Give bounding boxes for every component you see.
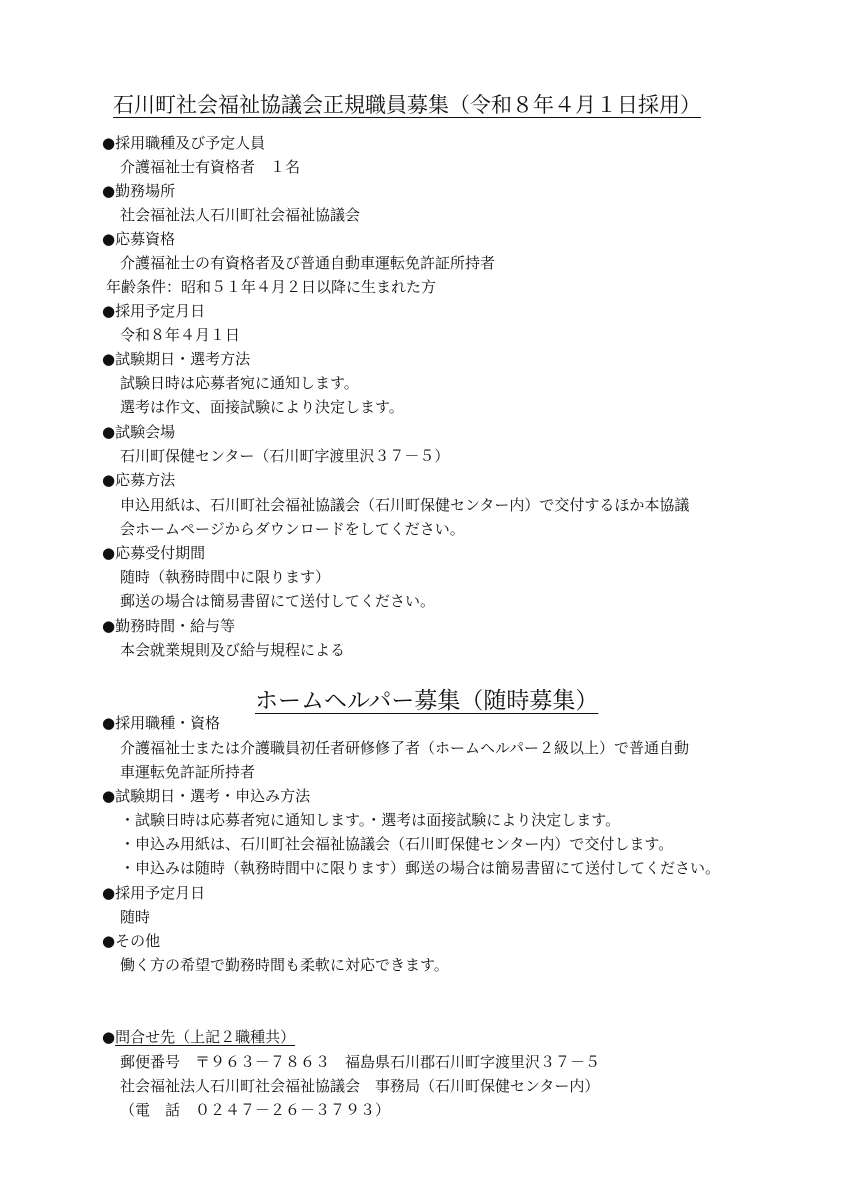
s2-heading-start-date: ●採用予定月日 <box>102 884 206 902</box>
s2-text-other: 働く方の希望で勤務時間も柔軟に対応できます。 <box>120 956 449 974</box>
s1-text-start-date: 令和８年４月１日 <box>120 326 241 344</box>
s2-heading-qualification: ●採用職種・資格 <box>102 714 221 732</box>
s2-text-exam-apply-3: ・申込みは随時（執務時間中に限ります）郵送の場合は簡易書留にて送付してください。 <box>120 859 721 877</box>
contact-phone: （電 話 ０２４７－２６－３７９３） <box>120 1101 391 1119</box>
s1-heading-position: ●採用職種及び予定人員 <box>102 134 266 152</box>
s1-text-apply-period-1: 随時（執務時間中に限ります） <box>120 568 331 586</box>
s1-heading-start-date: ●採用予定月日 <box>102 302 206 320</box>
contact-heading <box>102 1028 295 1046</box>
s1-text-workplace: 社会福祉法人石川町社会福祉協議会 <box>120 206 361 224</box>
s2-text-qualification-2: 車運転免許証所持者 <box>120 763 256 781</box>
s1-heading-exam-venue: ●試験会場 <box>102 423 176 441</box>
s1-text-exam-method-1: 試験日時は応募者宛に通知します。 <box>120 374 359 392</box>
s2-text-exam-apply-2: ・申込み用紙は、石川町社会福祉協議会（石川町保健センター内）で交付します。 <box>120 835 674 853</box>
s1-text-position: 介護福祉士有資格者 １名 <box>120 158 301 176</box>
s2-heading-exam-apply: ●試験期日・選考・申込み方法 <box>102 787 311 805</box>
s1-heading-workplace: ●勤務場所 <box>102 182 176 200</box>
contact-bullet: ● <box>102 1028 116 1046</box>
section2-title: ホームヘルパー募集（随時募集） <box>255 688 599 714</box>
s1-text-apply-method-2: 会ホームページからダウンロードをしてください。 <box>120 520 465 538</box>
s1-text-exam-method-2: 選考は作文、面接試験により決定します。 <box>120 398 404 416</box>
s2-heading-other: ●その他 <box>102 932 161 950</box>
s2-text-start-date: 随時 <box>120 908 151 926</box>
s1-text-apply-method-1: 申込用紙は、石川町社会福祉協議会（石川町保健センター内）で交付するほか本協議 <box>120 496 690 514</box>
section1-title: 石川町社会福祉協議会正規職員募集（令和８年４月１日採用） <box>113 93 701 117</box>
s1-text-exam-venue: 石川町保健センター（石川町字渡里沢３７－５） <box>120 447 450 465</box>
s1-text-hours-salary: 本会就業規則及び給与規程による <box>120 641 346 659</box>
contact-organization: 社会福祉法人石川町社会福祉協議会 事務局（石川町保健センター内） <box>120 1077 600 1095</box>
s1-heading-apply-method: ●応募方法 <box>102 471 176 489</box>
s1-heading-apply-period: ●応募受付期間 <box>102 544 206 562</box>
s1-heading-exam-method: ●試験期日・選考方法 <box>102 350 251 368</box>
s2-text-exam-apply-1: ・試験日時は応募者宛に通知します。・選考は面接試験により決定します。 <box>120 811 621 829</box>
contact-heading-label: 問合せ先（上記２職種共） <box>115 1028 296 1046</box>
contact-postal: 郵便番号 〒９６３－７８６３ 福島県石川郡石川町字渡里沢３７－５ <box>120 1053 601 1071</box>
s1-heading-qualification: ●応募資格 <box>102 230 176 248</box>
s1-heading-hours-salary: ●勤務時間・給与等 <box>102 617 236 635</box>
s1-text-qualification-1: 介護福祉士の有資格者及び普通自動車運転免許証所持者 <box>120 254 496 272</box>
s1-text-qualification-2: 年齢条件：昭和５１年４月２日以降に生まれた方 <box>106 278 437 296</box>
s1-text-apply-period-2: 郵送の場合は簡易書留にて送付してください。 <box>120 592 436 610</box>
s2-text-qualification-1: 介護福祉士または介護職員初任者研修修了者（ホームヘルパー２級以上）で普通自動 <box>120 739 689 757</box>
